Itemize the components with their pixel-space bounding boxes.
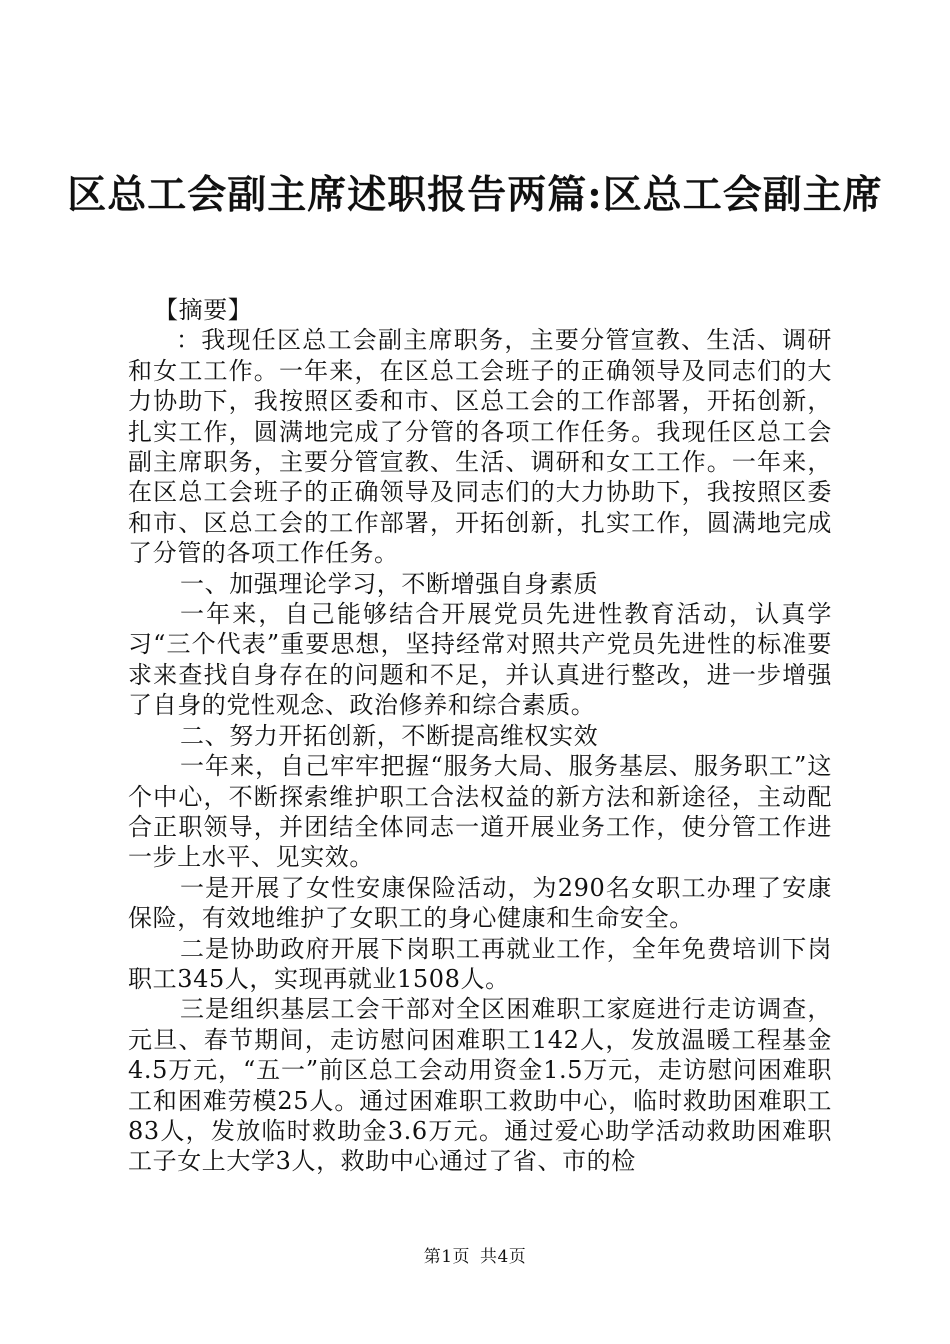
page-number: 第1页 [423, 1247, 471, 1267]
paragraph: 一是开展了女性安康保险活动，为290名女职工办理了安康保险，有效地维护了女职工的身心健康和生命安全。 [128, 873, 832, 933]
summary-label: 【摘要】 [154, 296, 253, 324]
section-heading: 一、加强理论学习，不断增强自身素质 [180, 569, 599, 598]
paragraph: 三是组织基层工会干部对全区困难职工家庭进行走访调查，元旦、春节期间，走访慰问困难职工142人，发放温暖工程基金4.5万元，“五一”前区总工会动用资金1.5万元，走访慰问困难职工和困难劳模25人。通过困难职工救助中心，临时救助困难职工83人，发放临时救助金3.6万元。通过爱心助学活动救助困难职工子女上大学3人，救助中心通过了省、市的检 [128, 995, 832, 1176]
section-heading: 二、努力开拓创新，不断提高维权实效 [180, 721, 599, 750]
page-footer [0, 1242, 950, 1267]
document-body [128, 295, 832, 1177]
paragraph: ：我现任区总工会副主席职务，主要分管宣教、生活、调研和女工工作。一年来，在区总工会班子的正确领导及同志们的大力协助下，我按照区委和市、区总工会的工作部署，开拓创新，扎实工作，圆满地完成了分管的各项工作任务。我现任区总工会副主席职务，主要分管宣教、生活、调研和女工工作。一年来，在区总工会班子的正确领导及同志们的大力协助下，我按照区委和市、区总工会的工作部署，开拓创新，扎实工作，圆满地完成了分管的各项工作任务。 [128, 326, 832, 568]
paragraph: 一年来，自己牢牢把握“服务大局、服务基层、服务职工”这个中心，不断探索维护职工合法权益的新方法和新途径，主动配合正职领导，并团结全体同志一道开展业务工作，使分管工作进一步上水平、见实效。 [128, 752, 832, 872]
document-title: 区总工会副主席述职报告两篇:区总工会副主席 [67, 172, 883, 218]
page-total: 共4页 [479, 1247, 527, 1267]
paragraph: 一年来，自己能够结合开展党员先进性教育活动，认真学习“三个代表”重要思想，坚持经常对照共产党员先进性的标准要求来查找自身存在的问题和不足，并认真进行整改，进一步增强了自身的党性观念、政治修养和综合素质。 [128, 600, 832, 720]
paragraph: 二是协助政府开展下岗职工再就业工作，全年免费培训下岗职工345人，实现再就业1508人。 [128, 934, 832, 993]
